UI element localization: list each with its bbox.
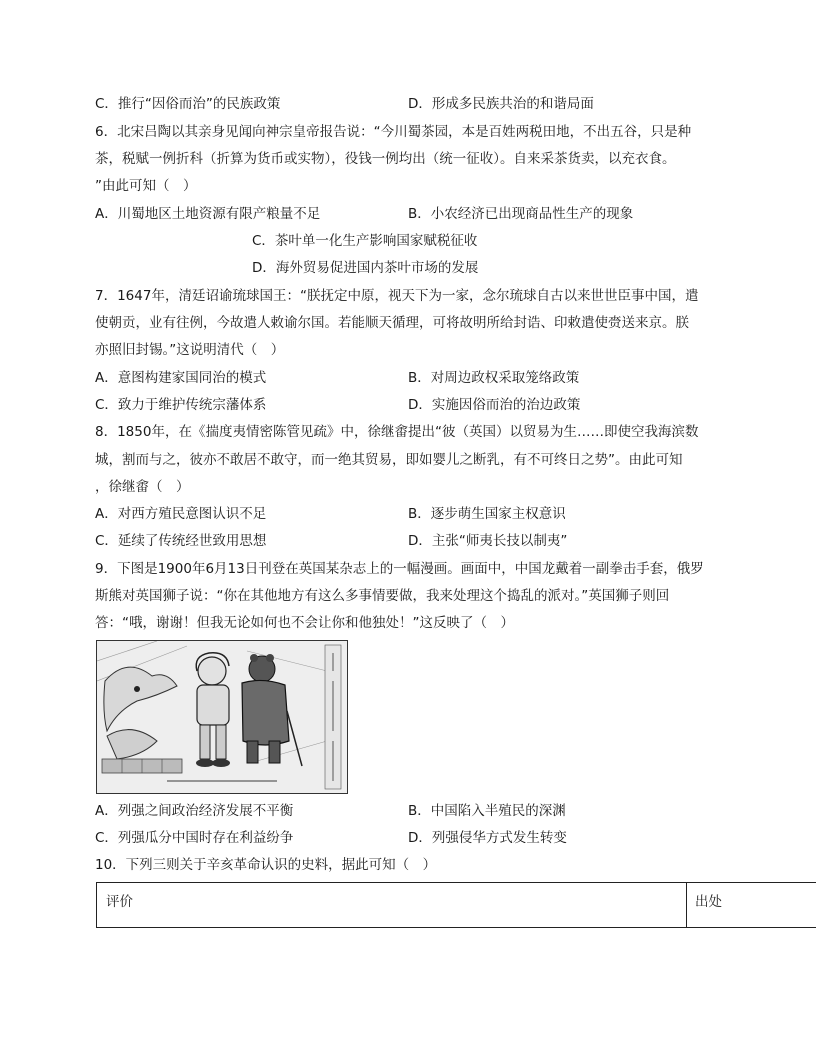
q6-option-a: A．川蜀地区土地资源有限产粮量不足 [95, 206, 321, 222]
q9-option-c: C．列强瓜分中国时存在利益纷争 [95, 830, 294, 846]
q7-stem-line1: 7．1647年，清廷诏谕琉球国王：“朕抚定中原，视天下为一家，念尔琉球自古以来世世臣事中国，遣 [95, 288, 699, 304]
q8-option-c: C．延续了传统经世致用思想 [95, 533, 267, 549]
q8-stem-line1: 8．1850年，在《揣度夷情密陈管见疏》中，徐继畬提出“彼（英国）以贸易为生……即使空我海滨数 [95, 424, 699, 440]
q7-option-d: D．实施因俗而治的治边政策 [408, 397, 581, 413]
q6-stem-line3: ”由此可知（ ） [95, 178, 197, 194]
q9-stem-line3: 答：“哦，谢谢！但我无论如何也不会让你和他独处！”这反映了（ ） [95, 615, 514, 631]
table-header-evaluation: 评价 [106, 894, 133, 910]
table-column-divider [686, 883, 687, 927]
q10-source-table [96, 882, 816, 928]
q7-option-b: B．对周边政权采取笼络政策 [408, 370, 580, 386]
q6-option-c: C．茶叶单一化生产影响国家赋税征收 [252, 233, 478, 249]
q7-option-c: C．致力于维护传统宗藩体系 [95, 397, 267, 413]
q8-stem-line3: ，徐继畬（ ） [95, 479, 190, 495]
q5-option-c: C．推行“因俗而治”的民族政策 [95, 96, 281, 112]
q9-stem-line1: 9．下图是1900年6月13日刊登在英国某杂志上的一幅漫画。画面中，中国龙戴着一副拳击手套，俄罗 [95, 561, 704, 577]
q8-option-a: A．对西方殖民意图认识不足 [95, 506, 267, 522]
q9-option-a: A．列强之间政治经济发展不平衡 [95, 803, 294, 819]
q9-option-b: B．中国陷入半殖民的深渊 [408, 803, 566, 819]
q8-option-b: B．逐步萌生国家主权意识 [408, 506, 566, 522]
q10-stem: 10．下列三则关于辛亥革命认识的史料，据此可知（ ） [95, 857, 437, 873]
q8-option-d: D．主张“师夷长技以制夷” [408, 533, 568, 549]
q7-stem-line2: 使朝贡，业有往例，今故遣人敕谕尔国。若能顺天循理，可将故明所给封诰、印敕遣使赍送来京。朕 [95, 315, 689, 331]
q6-stem-line2: 茶，税赋一例折科（折算为货币或实物），役钱一例均出（统一征收）。自来采茶货卖，以充衣食。 [95, 151, 676, 167]
q6-option-b: B．小农经济已出现商品性生产的现象 [408, 206, 634, 222]
q9-stem-line2: 斯熊对英国狮子说：“你在其他地方有这么多事情要做，我来处理这个捣乱的派对。”英国狮子则回 [95, 588, 670, 604]
q9-option-d: D．列强侵华方式发生转变 [408, 830, 567, 846]
table-header-source: 出处 [695, 894, 722, 910]
political-cartoon-image [96, 640, 348, 794]
q5-option-d: D．形成多民族共治的和谐局面 [408, 96, 594, 112]
q7-option-a: A．意图构建家国同治的模式 [95, 370, 267, 386]
q6-option-d: D．海外贸易促进国内茶叶市场的发展 [252, 260, 479, 276]
q6-stem-line1: 6．北宋吕陶以其亲身见闻向神宗皇帝报告说：“今川蜀茶园，本是百姓两税田地，不出五谷，只是种 [95, 124, 692, 140]
q8-stem-line2: 城，割而与之，彼亦不敢居不敢守，而一绝其贸易，即如婴儿之断乳，有不可终日之势”。由此可知 [95, 452, 683, 468]
q7-stem-line3: 亦照旧封锡。”这说明清代（ ） [95, 342, 285, 358]
